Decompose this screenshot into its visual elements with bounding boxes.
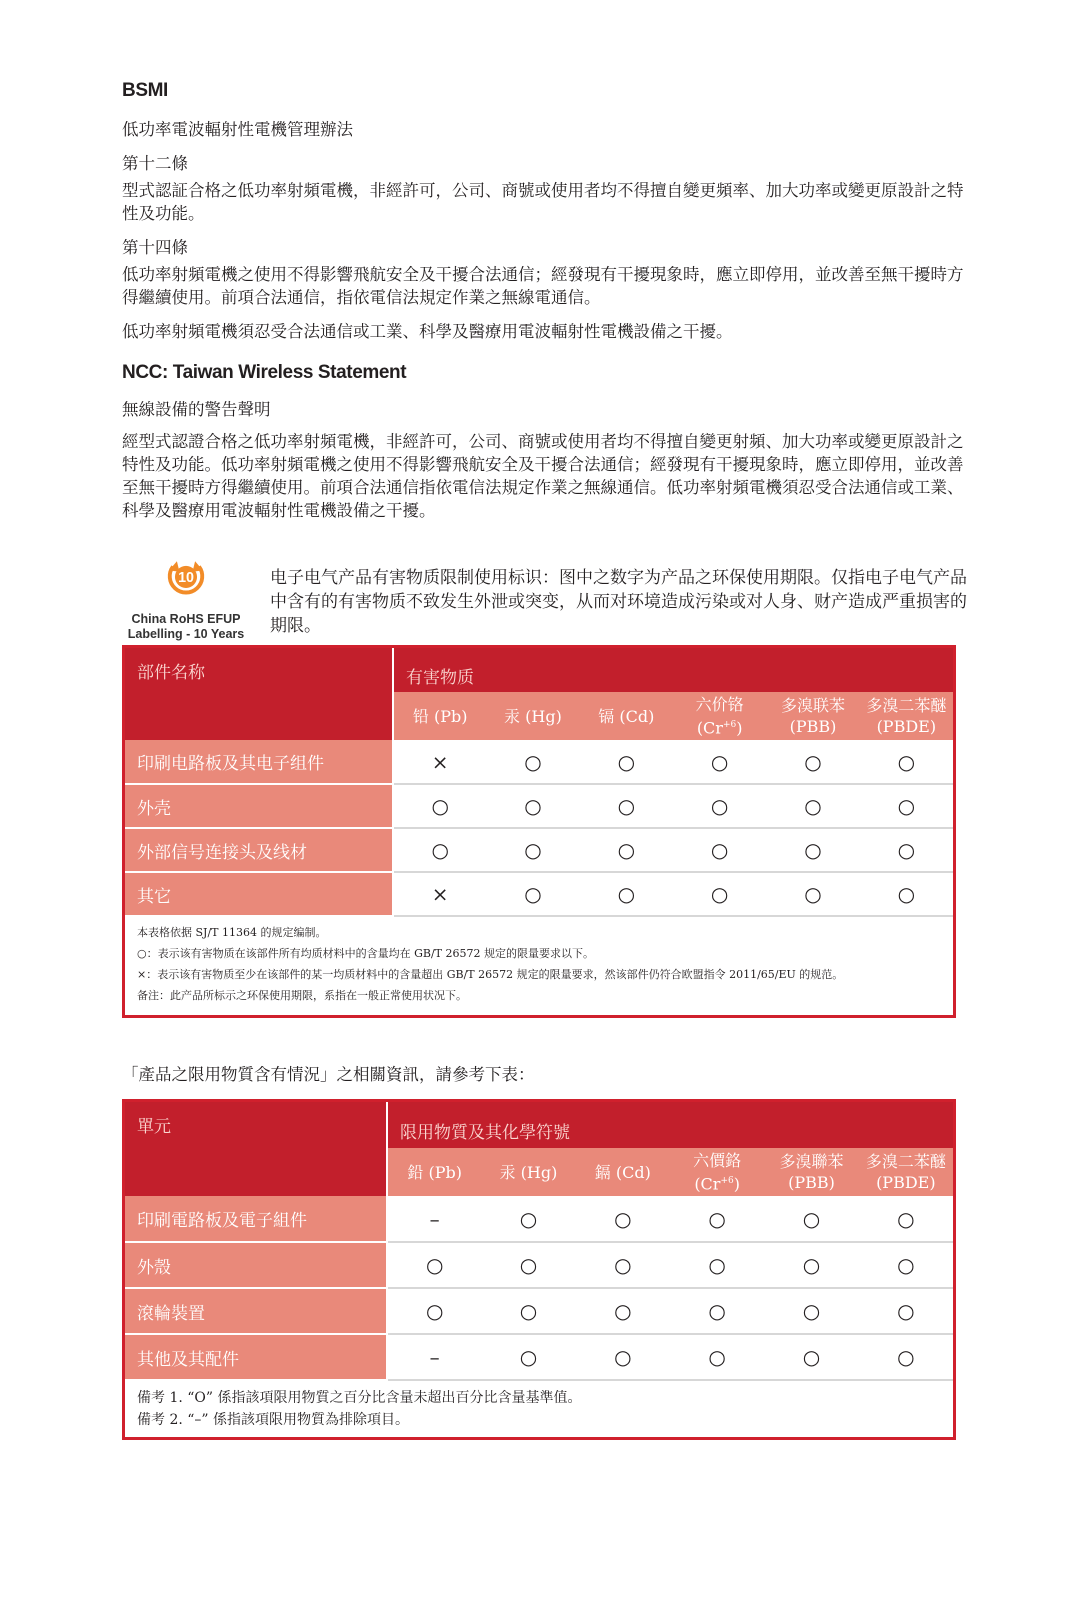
table-row — [125, 872, 953, 916]
logo-caption-line-2: Labelling - 10 Years — [127, 627, 245, 641]
rohs-statement: 电子电气产品有害物质限制使用标识：图中之数字为产品之环保使用期限。仅指电子电气产品中含有的有害物质不致发生外泄或突变，从而对环境造成污染或对人身、财产造成严重损害的期限。 — [270, 568, 967, 636]
rohs-efup-logo-icon — [122, 560, 250, 612]
substance-header — [860, 692, 953, 740]
logo-caption-line-1: China RoHS EFUP — [131, 612, 241, 626]
bsmi-heading: BSMI — [122, 80, 168, 101]
substance-value: ○ — [673, 872, 766, 916]
part-name: 外壳 — [125, 784, 393, 828]
part-name: 其他及其配件 — [125, 1334, 387, 1380]
article-12-label: 第十二條 — [122, 154, 188, 173]
substance-name: 铅 (Pb) — [412, 706, 468, 726]
substance-header — [764, 1148, 858, 1196]
substance-value: ○ — [766, 828, 859, 872]
substance-name: 汞 (Hg) — [504, 706, 562, 726]
part-name: 外殼 — [125, 1242, 387, 1288]
substance-symbol: $(Cr^{+6})$ — [696, 718, 743, 738]
note-3: ×：表示该有害物质至少在该部件的某一均质材料中的含量超出 GB/T 26572 规定的限量要求，然该部件仍符合欧盟指令 2011/65/EU 的规范。 — [137, 968, 844, 981]
ncc-text: 經型式認證合格之低功率射頻電機，非經許可，公司、商號或使用者均不得擅自變更射頻、加大功率或變更原設計之特性及功能。低功率射頻電機之使用不得影響飛航安全及干擾合法通信；經發現有干擾現象時，應立即停用，並改善至無干擾時方得繼續使用。前項合法通信指依電信法規定作業之無線通信。低功率射頻電機須忍受合法通信或工業、科學及醫療用電波輻射性電機設備之干擾。 — [122, 432, 964, 520]
table-row — [125, 1288, 953, 1334]
substance-value: ○ — [673, 740, 766, 784]
substance-value: ○ — [576, 1288, 670, 1334]
substance-name: 多溴联苯 — [780, 696, 845, 715]
bsmi-title: 低功率電波輻射性電機管理辦法 — [122, 120, 353, 139]
logo-number: 10 — [178, 570, 194, 587]
substance-header — [576, 1148, 670, 1196]
substance-value: ○ — [670, 1196, 764, 1242]
substance-value: ○ — [580, 740, 673, 784]
table-row — [125, 1242, 953, 1288]
substance-value: ○ — [766, 784, 859, 828]
note-4: 备注：此产品所标示之环保使用期限，系指在一般正常使用状况下。 — [137, 989, 467, 1002]
col-group-header: 有害物质 — [393, 648, 953, 692]
remark-2: 備考 2. “–” 係指該項限用物質為排除項目。 — [137, 1412, 410, 1428]
col-group-header-2: 限用物質及其化學符號 — [387, 1102, 953, 1148]
ncc-subtitle: 無線設備的警告聲明 — [122, 400, 271, 419]
substance-value: ○ — [859, 1242, 953, 1288]
substance-symbol: (PBB) — [788, 1173, 835, 1192]
substance-value: ○ — [481, 1334, 575, 1380]
hazardous-substances-table-cn — [122, 645, 956, 1018]
article-14-label: 第十四條 — [122, 238, 188, 257]
substance-value: ○ — [580, 872, 673, 916]
substance-symbol: (PBB) — [789, 717, 837, 736]
substance-name: 镉 (Cd) — [598, 706, 655, 726]
substance-header — [580, 692, 673, 740]
substance-value: ○ — [764, 1334, 858, 1380]
substance-value: ○ — [764, 1242, 858, 1288]
substance-value: – — [387, 1196, 481, 1242]
substance-value: ○ — [860, 828, 953, 872]
substance-value: ○ — [481, 1196, 575, 1242]
table2-intro: 「產品之限用物質含有情況」之相關資訊，請參考下表： — [122, 1065, 535, 1084]
substance-value: ○ — [576, 1242, 670, 1288]
substance-value: × — [393, 872, 486, 916]
substance-value: ○ — [580, 784, 673, 828]
article-14-text: 低功率射頻電機之使用不得影響飛航安全及干擾合法通信；經發現有干擾現象時，應立即停用，並改善至無干擾時方得繼續使用。前項合法通信，指依電信法規定作業之無線電通信。 — [122, 265, 964, 307]
substance-value: ○ — [486, 784, 579, 828]
substance-value: ○ — [576, 1334, 670, 1380]
substance-header — [393, 692, 486, 740]
substance-name: 多溴聯苯 — [779, 1152, 844, 1171]
substance-value: ○ — [764, 1196, 858, 1242]
restricted-substances-table-tw — [122, 1099, 956, 1440]
part-name: 其它 — [125, 872, 393, 916]
substance-value: ○ — [766, 740, 859, 784]
substance-value: ○ — [860, 740, 953, 784]
substance-header — [387, 1148, 481, 1196]
substance-value: ○ — [486, 740, 579, 784]
substance-value: ○ — [486, 872, 579, 916]
substance-value: ○ — [859, 1288, 953, 1334]
article-12-text: 型式認証合格之低功率射頻電機，非經許可，公司、商號或使用者均不得擅自變更頻率、加大功率或變更原設計之特性及功能。 — [122, 181, 964, 223]
article-14-text-2: 低功率射頻電機須忍受合法通信或工業、科學及醫療用電波輻射性電機設備之干擾。 — [122, 322, 733, 341]
table-row — [125, 828, 953, 872]
substance-symbol: $(Cr^{+6})$ — [694, 1174, 740, 1194]
table-row — [125, 1196, 953, 1242]
substance-value: ○ — [670, 1288, 764, 1334]
substance-value: ○ — [860, 784, 953, 828]
substance-name: 六价铬 — [695, 694, 744, 714]
substance-value: ○ — [673, 828, 766, 872]
substance-name: 汞 (Hg) — [499, 1162, 558, 1182]
table-row — [125, 740, 953, 784]
substance-value: ○ — [481, 1242, 575, 1288]
remark-1: 備考 1. “O” 係指該項限用物質之百分比含量未超出百分比含量基準值。 — [137, 1390, 582, 1406]
substance-symbol: (PBDE) — [876, 717, 937, 736]
part-name: 印刷电路板及其电子组件 — [125, 740, 393, 784]
substance-name: 六價鉻 — [693, 1150, 742, 1170]
substance-header — [766, 692, 859, 740]
substance-value: ○ — [481, 1288, 575, 1334]
substance-name: 鉛 (Pb) — [407, 1162, 462, 1182]
substance-value: ○ — [576, 1196, 670, 1242]
substance-value: – — [387, 1334, 481, 1380]
substance-header — [673, 692, 766, 740]
substance-header — [670, 1148, 764, 1196]
substance-value: ○ — [387, 1242, 481, 1288]
substance-header — [481, 1148, 575, 1196]
substance-value: ○ — [393, 784, 486, 828]
substance-value: ○ — [670, 1334, 764, 1380]
substance-name: 鎘 (Cd) — [594, 1162, 651, 1182]
col-unit-header: 單元 — [125, 1102, 387, 1196]
substance-symbol: (PBDE) — [876, 1173, 936, 1192]
part-name: 滾輪裝置 — [125, 1288, 387, 1334]
substance-value: ○ — [764, 1288, 858, 1334]
note-2: ○：表示该有害物质在该部件所有均质材料中的含量均在 GB/T 26572 规定的限量要求以下。 — [137, 947, 594, 960]
substance-value: ○ — [766, 872, 859, 916]
ncc-heading: NCC: Taiwan Wireless Statement — [122, 362, 407, 383]
substance-value: ○ — [670, 1242, 764, 1288]
substance-value: ○ — [387, 1288, 481, 1334]
substance-value: × — [393, 740, 486, 784]
note-1: 本表格依据 SJ/T 11364 的规定编制。 — [137, 926, 327, 939]
substance-header — [859, 1148, 953, 1196]
substance-value: ○ — [859, 1334, 953, 1380]
substance-value: ○ — [859, 1196, 953, 1242]
table2-notes — [125, 1381, 953, 1437]
table-notes — [125, 917, 953, 1015]
substance-header — [486, 692, 579, 740]
substance-name: 多溴二苯醚 — [866, 696, 947, 715]
substance-value: ○ — [486, 828, 579, 872]
logo-caption — [122, 612, 250, 642]
substance-value: ○ — [393, 828, 486, 872]
substance-value: ○ — [860, 872, 953, 916]
part-name: 印刷電路板及電子組件 — [125, 1196, 387, 1242]
substance-name: 多溴二苯醚 — [865, 1152, 946, 1171]
substance-value: ○ — [580, 828, 673, 872]
col-part-header: 部件名称 — [125, 648, 393, 740]
part-name: 外部信号连接头及线材 — [125, 828, 393, 872]
substance-value: ○ — [673, 784, 766, 828]
table-row — [125, 1334, 953, 1380]
table-row — [125, 784, 953, 828]
